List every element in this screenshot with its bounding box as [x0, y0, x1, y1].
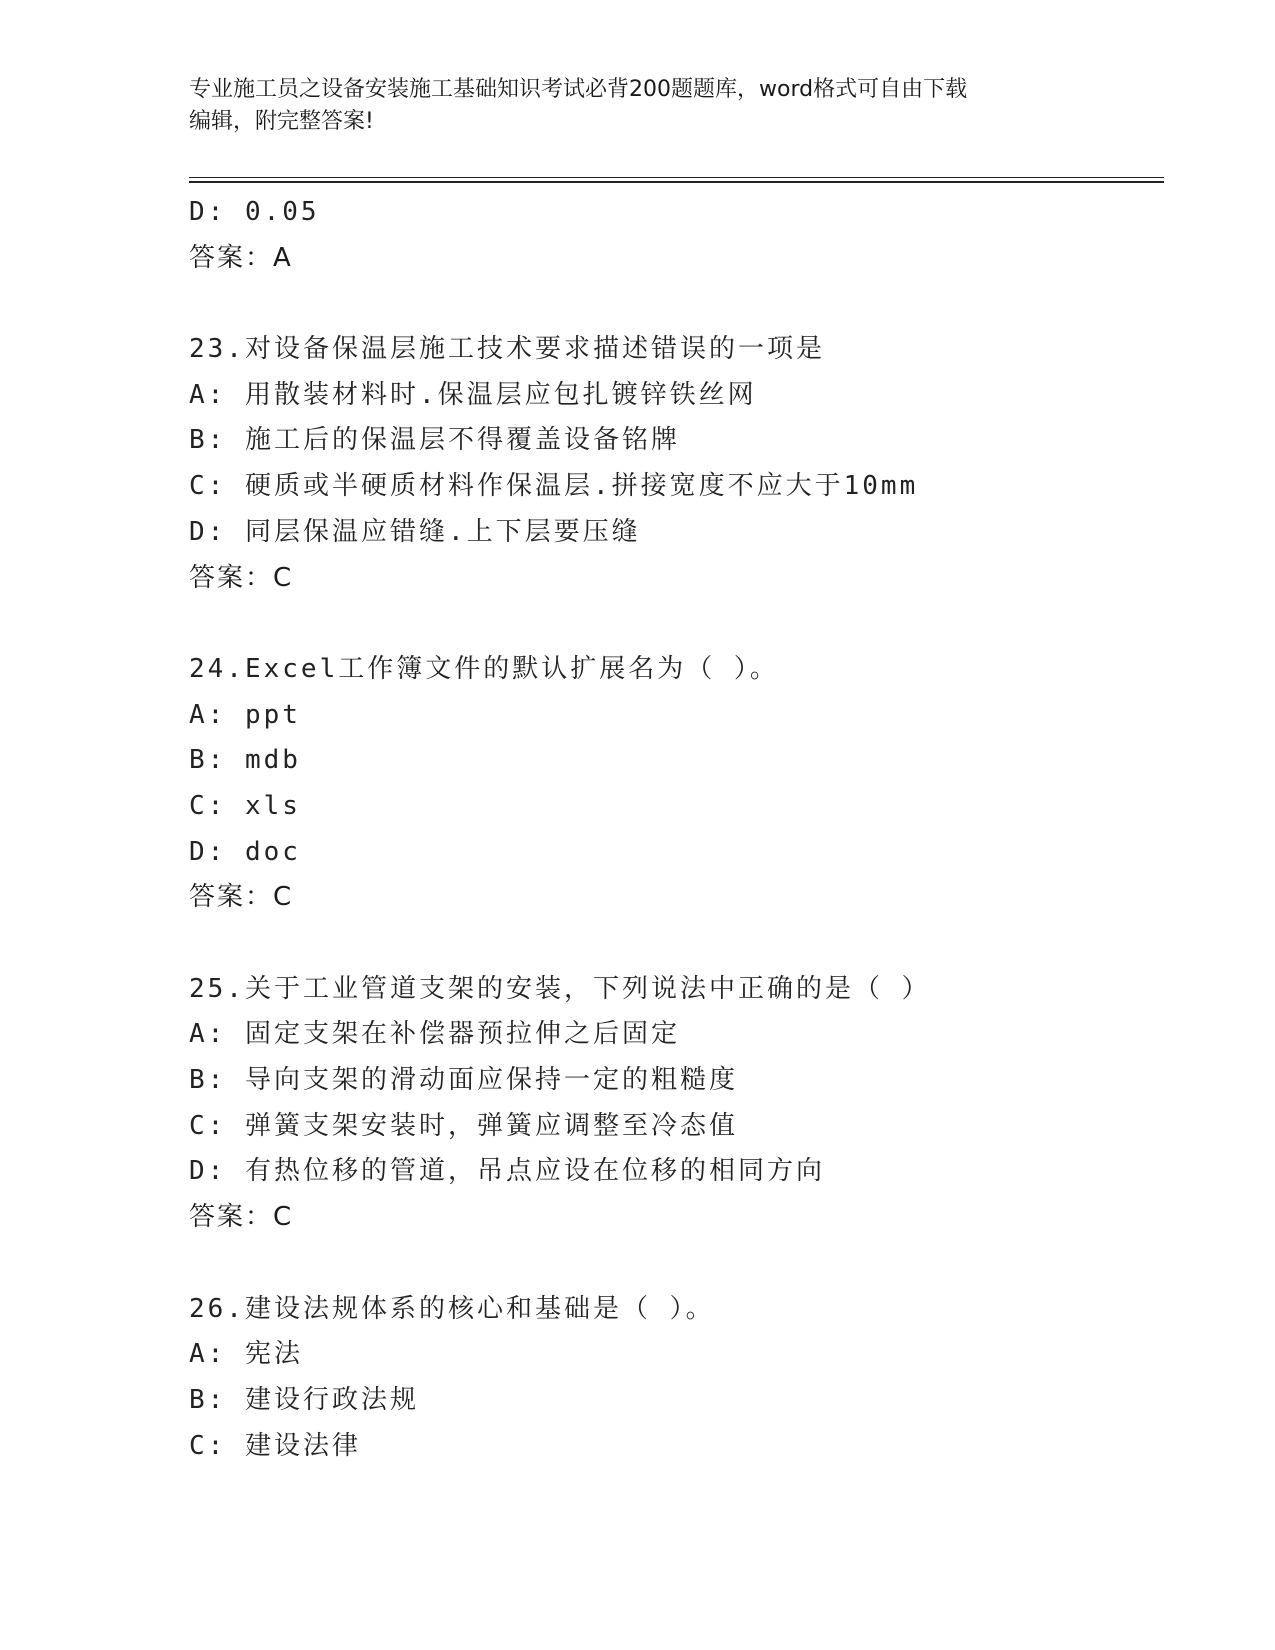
option-a: A: ppt — [189, 699, 301, 730]
header-divider-thick — [189, 181, 1164, 183]
header-title-line-2: 编辑，附完整答案! — [189, 109, 374, 134]
option-b: B: 建设行政法规 — [189, 1384, 419, 1415]
option-b: B: 导向支架的滑动面应保持一定的粗糙度 — [189, 1065, 738, 1096]
option-d: D: 同层保温应错缝.上下层要压缝 — [189, 516, 641, 547]
question-stem: 23.对设备保温层施工技术要求描述错误的一项是 — [189, 334, 825, 365]
option-b: B: mdb — [189, 745, 301, 776]
option-c: C: 硬质或半硬质材料作保温层.拼接宽度不应大于10mm — [189, 471, 919, 502]
option-c: C: 建设法律 — [189, 1430, 361, 1461]
option-c: C: xls — [189, 790, 301, 821]
question-stem: 24.Excel工作簿文件的默认扩展名为（ ）。 — [189, 653, 779, 684]
option-a: A: 固定支架在补偿器预拉伸之后固定 — [189, 1019, 680, 1050]
question-24 — [189, 647, 1164, 921]
answer-line: 答案：C — [189, 562, 294, 593]
question-26 — [189, 1287, 1164, 1470]
option-d: D: 有热位移的管道，吊点应设在位移的相同方向 — [189, 1156, 825, 1187]
question-25 — [189, 967, 1164, 1241]
document-header — [189, 74, 1089, 138]
question-22-tail — [189, 190, 1164, 281]
option-a: A: 用散装材料时.保温层应包扎镀锌铁丝网 — [189, 379, 757, 410]
answer-line: 答案：A — [189, 242, 293, 273]
question-stem: 26.建设法规体系的核心和基础是（ ）。 — [189, 1293, 715, 1324]
header-title-line-1: 专业施工员之设备安装施工基础知识考试必背200题题库，word格式可自由下载 — [189, 77, 968, 102]
header-divider-thin — [189, 177, 1164, 178]
option-c: C: 弹簧支架安装时，弹簧应调整至冷态值 — [189, 1110, 738, 1141]
option-d: D: 0.05 — [189, 197, 320, 227]
option-b: B: 施工后的保温层不得覆盖设备铭牌 — [189, 425, 680, 456]
question-list — [189, 190, 1164, 1469]
answer-line: 答案：C — [189, 1202, 294, 1233]
answer-line: 答案：C — [189, 882, 294, 913]
option-a: A: 宪法 — [189, 1339, 303, 1370]
question-stem: 25.关于工业管道支架的安装，下列说法中正确的是（ ） — [189, 973, 931, 1004]
option-d: D: doc — [189, 836, 301, 867]
question-23 — [189, 327, 1164, 601]
